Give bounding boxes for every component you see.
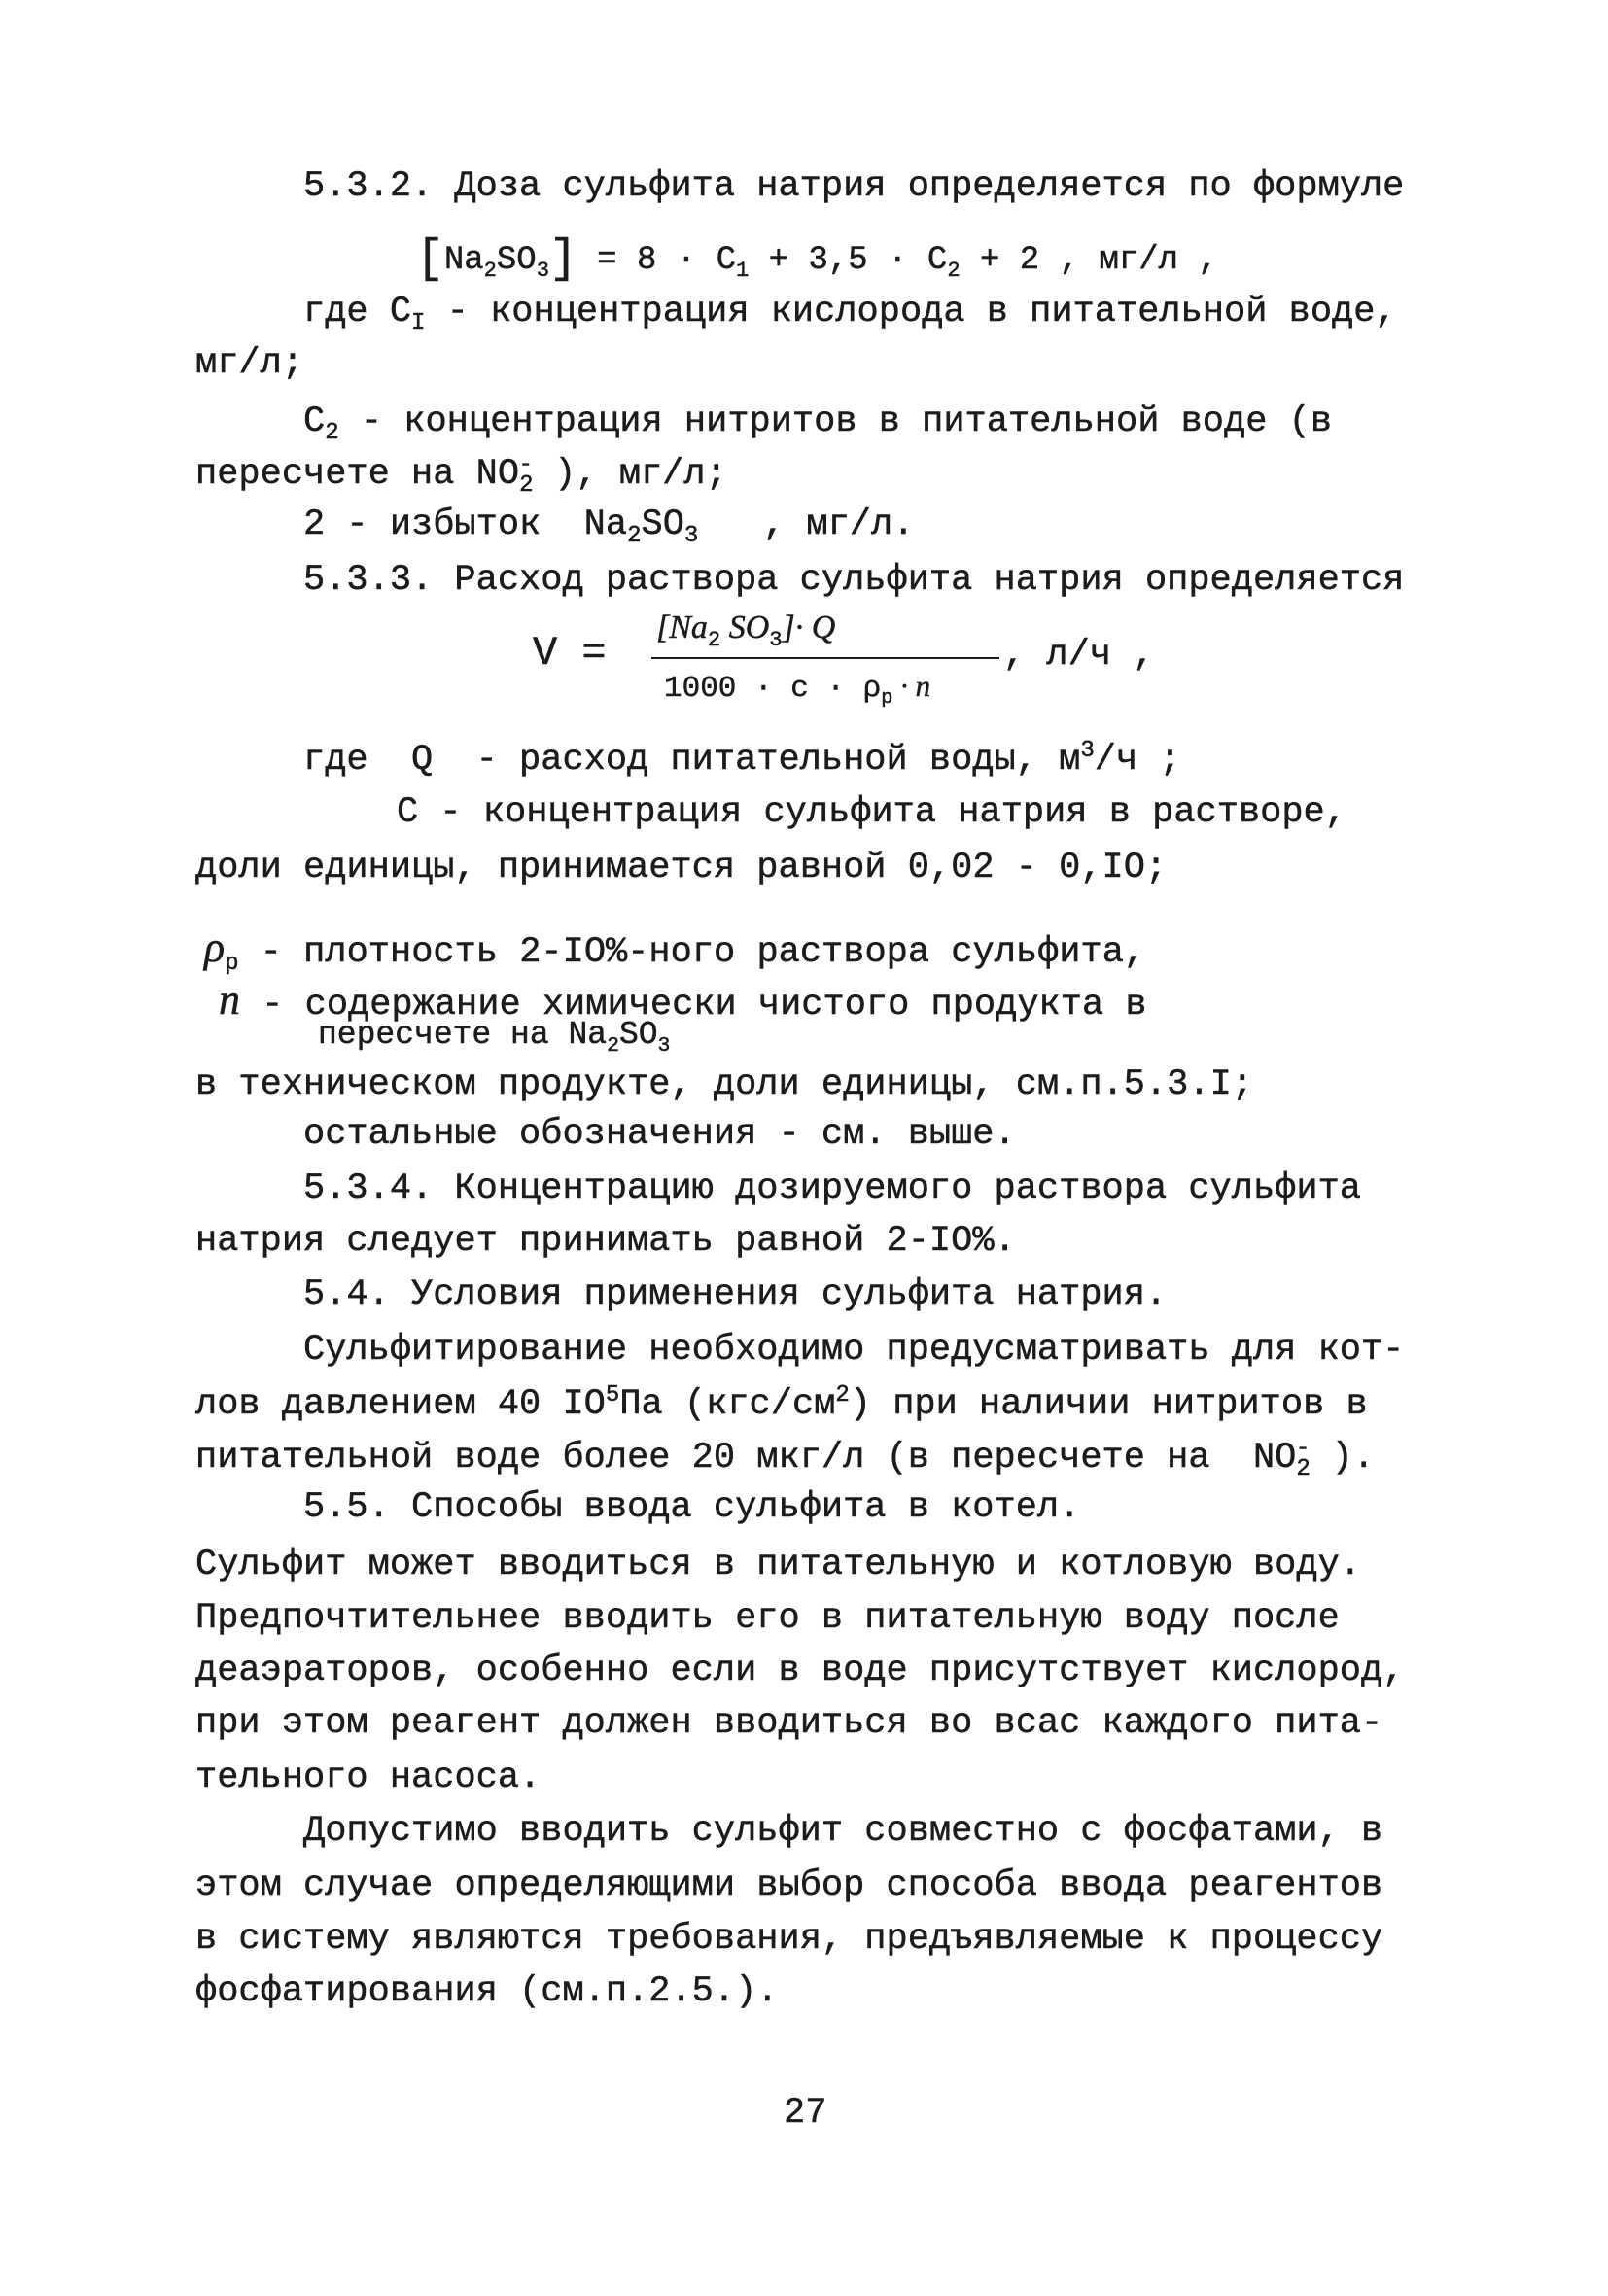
superscript: 2 [835,1381,850,1409]
formula-term: 1000 · c · ρ [664,672,882,706]
text-line [195,453,727,500]
formula-unit: , л/ч , [1003,635,1155,676]
subscript: 3 [683,523,699,550]
text-line [318,1014,670,1060]
text-line: деаэраторов, особенно если в воде присутствует кислород, [195,1651,1405,1691]
text-line: этом случае определяющими выбор способа ввода реагентов [195,1865,1383,1906]
text-segment: лов давлением 40 IO [195,1384,606,1425]
text-segment: 2 - избыток Na [303,504,628,545]
text-segment: где C [303,292,412,332]
text-segment: Па (кгс/см [619,1384,836,1425]
subscript: 2 [607,1033,619,1058]
text-line: Сульфитирование необходимо предусматривать для кот- [303,1330,1405,1371]
formula-lhs: V = [533,630,607,677]
superscript: - [1295,1435,1311,1462]
subscript: I [411,310,426,337]
text-segment: ) при наличии нитритов в [849,1384,1368,1425]
subscript: 3 [769,627,783,652]
text-segment: пересчете на NO [195,454,520,495]
subscript: 2 [947,258,961,283]
subscript: 2 [519,472,534,500]
definition-excess [303,504,914,550]
definition-c: С - концентрация сульфита натрия в растворе, [397,792,1346,833]
superscript: 3 [1080,737,1095,764]
formula-term: ]· Q [782,609,836,645]
text-line: Предпочтительнее вводить его в питательную воду после [195,1598,1340,1639]
bracket-close: ] [548,233,577,286]
formula-term: + 2 , мг/л , [960,242,1218,279]
text-line: тельного насоса. [195,1757,542,1798]
subscript: 3 [657,1033,671,1058]
subscript: 1 [736,258,750,283]
formula-term: SO [720,609,770,645]
text-segment: SO [618,1017,658,1053]
formula-term: SO [496,242,537,279]
formula-term: Na [443,242,484,279]
section-5-4-heading: 5.4. Условия применения сульфита натрия. [303,1274,1168,1315]
superscript: - [518,451,533,478]
subscript: р [225,951,239,978]
text-line [195,1437,1375,1483]
definition-q [303,739,1181,785]
section-5-5-heading: 5.5. Способы ввода сульфита в котел. [303,1487,1081,1528]
text-segment: ), мг/л; [532,454,727,495]
text-line: доли единицы, принимается равной 0,02 - 0,IO; [195,848,1168,888]
formula-term: [Na [656,609,708,645]
text-segment: питательной воде более 20 мкг/л (в пересчете на NO [195,1438,1297,1478]
formula-sulfite-dose [416,235,1218,285]
text-segment: - плотность 2-IO%-ного раствора сульфита, [238,932,1146,973]
subscript: 3 [536,258,549,283]
formula-term: n [219,976,240,1024]
fraction-bar [651,657,999,659]
formula-term: = 8 · C [577,242,737,279]
section-5-3-2-text: 5.3.2. Доза сульфита натрия определяется по формуле [303,166,1405,207]
formula-denominator [664,665,930,713]
subscript: 2 [707,627,721,652]
subscript: 2 [627,523,642,550]
text-line: Допустимо вводить сульфит совместно с фосфатами, в [303,1811,1383,1852]
formula-term: · n [892,669,931,703]
subscript: 2 [483,258,497,283]
text-line: остальные обозначения - см. выше. [303,1114,1016,1155]
section-5-3-3-text: 5.3.3. Расход раствора сульфита натрия определяется [303,560,1405,601]
text-segment: /ч ; [1094,740,1181,781]
page-number: 27 [784,2093,827,2134]
text-segment: , мг/л. [698,504,915,545]
text-segment: - концентрация кислорода в питательной воде, [425,292,1397,332]
text-segment: где Q - расход питательной воды, м [303,740,1081,781]
formula-term: + 3,5 · C [749,242,948,279]
text-segment: ). [1310,1438,1375,1478]
definition-c1 [303,291,1397,337]
text-line: натрия следует принимать равной 2-IO%. [195,1221,1016,1262]
formula-numerator [656,607,835,654]
formula-term: ρ [204,923,226,971]
section-5-3-4-text: 5.3.4. Концентрацию дозируемого раствора сульфита [303,1168,1361,1209]
text-segment: SO [641,504,684,545]
text-line: в техническом продукте, доли единицы, см.п.5.3.I; [195,1064,1253,1105]
text-segment: - концентрация нитритов в питательной воде (в [338,401,1333,442]
subscript: 2 [325,420,339,447]
text-segment: пересчете на Na [318,1017,608,1053]
text-line [195,1383,1368,1430]
text-line: при этом реагент должен вводиться во всас каждого пита- [195,1703,1383,1744]
definition-c2 [303,400,1332,447]
definition-rho [204,923,1146,978]
text-segment: - содержание химически чистого продукта в [240,985,1147,1026]
subscript: 2 [1296,1456,1311,1483]
text-segment: C [303,401,326,442]
text-line: фосфатирования (см.п.2.5.). [195,1971,779,2012]
text-line: в систему являются требования, предъявляемые к процессу [195,1919,1383,1960]
text-line: мг/л; [195,343,304,384]
bracket-open: [ [416,233,444,286]
subscript: р [881,687,893,711]
text-line: Сульфит может вводиться в питательную и котловую воду. [195,1545,1361,1585]
superscript: 5 [605,1381,620,1409]
